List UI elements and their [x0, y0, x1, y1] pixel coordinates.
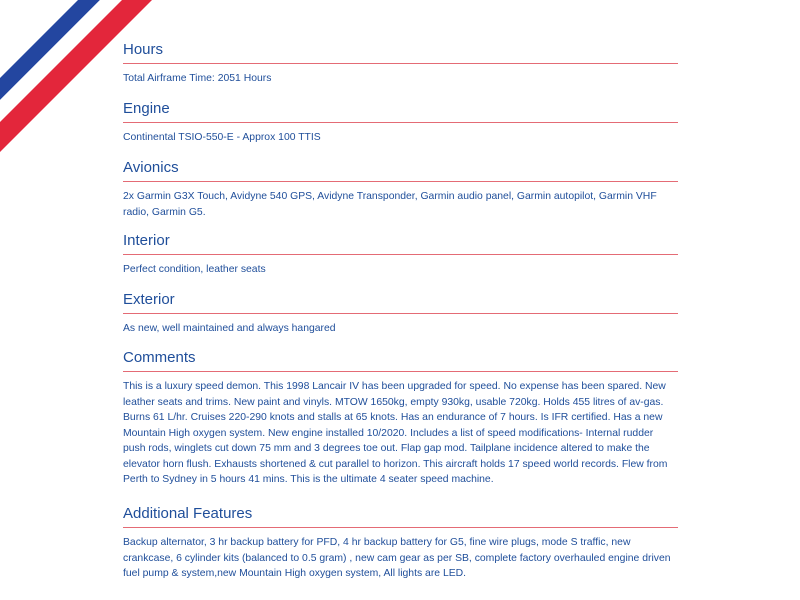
section-comments: [123, 348, 678, 504]
section-text-engine: Continental TSIO-550-E - Approx 100 TTIS: [123, 132, 321, 143]
section-avionics: [123, 158, 678, 231]
section-text-exterior: As new, well maintained and always hangared: [123, 323, 336, 334]
section-title-hours: Hours: [123, 40, 678, 64]
section-title-comments: Comments: [123, 348, 678, 372]
section-text-interior: Perfect condition, leather seats: [123, 264, 266, 275]
section-engine: [123, 99, 678, 158]
section-title-exterior: Exterior: [123, 290, 678, 314]
section-additional-features: [123, 504, 678, 584]
section-text-hours: Total Airframe Time: 2051 Hours: [123, 73, 272, 84]
section-text-additional-features: Backup alternator, 3 hr backup battery for PFD, 4 hr backup battery for G5, fine wire plugs, mode S traffic, new crankcase, 6 cylinder kits (balanced to 0.5 gram) , new cam gear as per SB, complete factory overhauled engine driven fuel pump & system,new Mountain High oxygen system, All lights are LED.: [123, 537, 671, 579]
section-title-engine: Engine: [123, 99, 678, 123]
section-interior: [123, 231, 678, 290]
section-hours: [123, 40, 678, 99]
section-title-additional-features: Additional Features: [123, 504, 678, 528]
section-text-avionics: 2x Garmin G3X Touch, Avidyne 540 GPS, Avidyne Transponder, Garmin audio panel, Garmin autopilot, Garmin VHF radio, Garmin G5.: [123, 191, 657, 218]
section-title-avionics: Avionics: [123, 158, 678, 182]
section-title-interior: Interior: [123, 231, 678, 255]
section-text-comments: This is a luxury speed demon. This 1998 Lancair IV has been upgraded for speed. No expense has been spared. New leather seats and trims. New paint and vinyls. MTOW 1650kg, empty 930kg, usable 720kg. Holds 455 litres of av-gas. Burns 61 L/hr. Cruises 220-290 knots and stalls at 65 knots. Has an endurance of 7 hours. Is IFR certified. Has a new Mountain High oxygen system. New engine installed 10/2020. Includes a list of speed modifications- Internal rudder push rods, winglets cut down 75 mm and 3 degrees toe out. Flap gap mod. Tailplane incidence altered to make the elevator horn flush. Exhausts shortened & cut parallel to horizon. This aircraft holds 17 speed world records. Flew from Perth to Sydney in 5 hours 41 mins. This is the ultimate 4 seater speed machine.: [123, 381, 668, 485]
section-exterior: [123, 290, 678, 348]
spec-sheet: [123, 40, 678, 584]
